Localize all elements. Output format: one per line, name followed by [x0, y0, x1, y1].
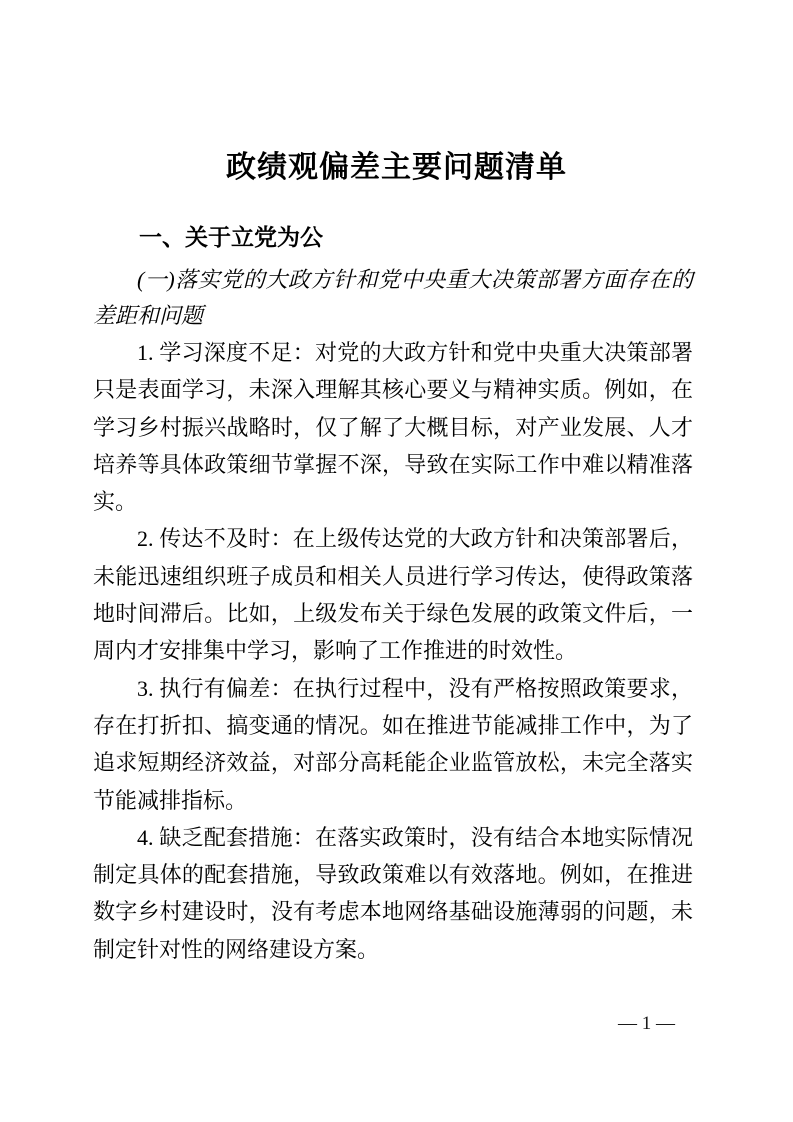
section-heading: 一、关于立党为公: [139, 224, 323, 250]
section-subheading: (一)落实党的大政方针和党中央重大决策部署方面存在的差距和问题: [93, 267, 693, 328]
paragraph-4-missing-supporting-measures: 4. 缺乏配套措施：在落实政策时，没有结合本地实际情况制定具体的配套措施，导致政策难以有效落地。例如，在推进数字乡村建设时，没有考虑本地网络基础设施薄弱的问题，未制定针对性的网络建设方案。: [93, 824, 693, 962]
document-title: 政绩观偏差主要问题清单: [226, 151, 567, 184]
document-body: [93, 222, 693, 968]
page-number: — 1 —: [618, 1013, 675, 1034]
paragraph-3-execution-deviation: 3. 执行有偏差：在执行过程中，没有严格按照政策要求，存在打折扣、搞变通的情况。如在推进节能减排工作中，为了追求短期经济效益，对部分高耗能企业监管放松，未完全落实节能减排指标。: [93, 675, 693, 813]
paragraph-1-learning-depth: 1. 学习深度不足：对党的大政方针和党中央重大决策部署只是表面学习，未深入理解其核心要义与精神实质。例如，在学习乡村振兴战略时，仅了解了大概目标，对产业发展、人才培养等具体政策细节掌握不深，导致在实际工作中难以精准落实。: [93, 340, 693, 515]
paragraph-2-untimely-communication: 2. 传达不及时：在上级传达党的大政方针和决策部署后，未能迅速组织班子成员和相关人员进行学习传达，使得政策落地时间滞后。比如，上级发布关于绿色发展的政策文件后，一周内才安排集中学习，影响了工作推进的时效性。: [93, 526, 693, 664]
